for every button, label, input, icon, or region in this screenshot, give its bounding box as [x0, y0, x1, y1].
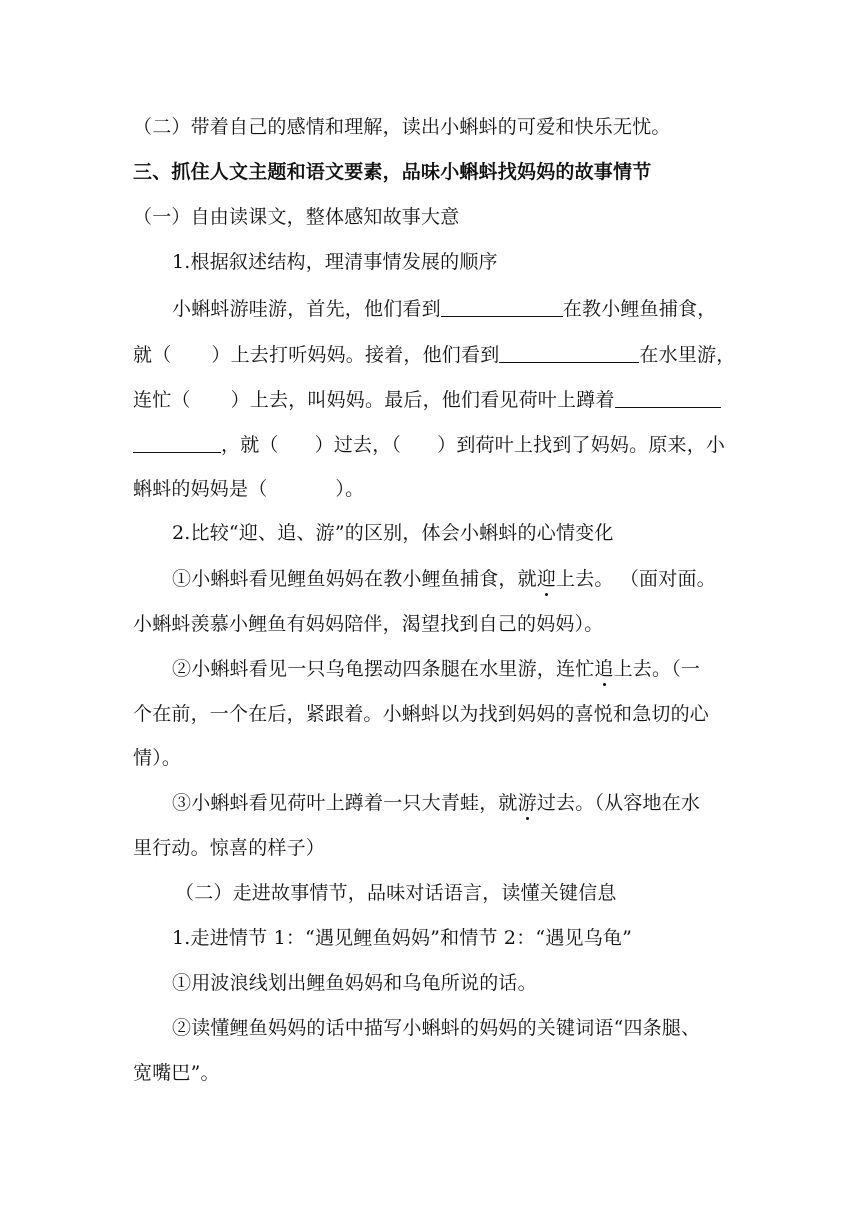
paragraph-line: 个在前，一个在后，紧跟着。小蝌蚪以为找到妈妈的喜悦和急切的心: [133, 703, 710, 725]
text-segment: 在水里游，: [639, 344, 736, 366]
text-segment: 就（: [133, 344, 172, 366]
answer-blank[interactable]: [499, 342, 639, 363]
text-segment: 上去。（一: [613, 658, 701, 680]
answer-blank[interactable]: [133, 432, 221, 453]
text-segment: 小蝌蚪游哇游，首先，他们看到: [172, 298, 441, 320]
emphasized-word: 追: [594, 658, 614, 680]
subsection-heading: （二）带着自己的感情和理解，读出小蝌蚪的可爱和快乐无忧。: [133, 116, 671, 138]
text-segment: ）上去打听妈妈。接着，他们看到: [211, 344, 500, 366]
text-segment: ）上去，叫妈妈。最后，他们看见荷叶上蹲着: [230, 389, 615, 411]
text-segment: ）到荷叶上找到了妈妈。原来，小: [437, 434, 726, 456]
fill-in-line: [133, 342, 736, 367]
emphasized-word: 游: [517, 792, 537, 814]
paragraph-line: [172, 791, 733, 815]
answer-blank[interactable]: [615, 387, 721, 408]
text-segment: ）过去，（: [314, 434, 402, 456]
paragraph-line: 小蝌蚪羡慕小鲤鱼有妈妈陪伴，渴望找到自己的妈妈）。: [133, 613, 604, 635]
emphasized-word: 迎: [536, 568, 557, 590]
fill-in-line: [133, 432, 733, 457]
fill-in-line: [133, 477, 733, 501]
text-segment: ②小蝌蚪看见一只乌龟摆动四条腿在水里游，连忙: [172, 658, 595, 680]
item-heading: 2.比较“迎、追、游”的区别，体会小蝌蚪的心情变化: [172, 522, 614, 544]
paragraph-line: ②读懂鲤鱼妈妈的话中描写小蝌蚪的妈妈的关键词语“四条腿、: [172, 1017, 701, 1039]
fill-in-line: [133, 387, 733, 412]
text-segment: 蝌蚪的妈妈是（: [133, 478, 268, 500]
item-heading: 1.根据叙述结构，理清事情发展的顺序: [172, 251, 498, 273]
text-segment: ）。: [335, 478, 365, 500]
section-heading: 三、抓住人文主题和语文要素，品味小蝌蚪找妈妈的故事情节: [133, 161, 652, 183]
text-segment: 上去。 （面对面。: [556, 568, 716, 590]
text-segment: ，就（: [221, 434, 279, 456]
paragraph-line: 宽嘴巴”。: [133, 1062, 220, 1084]
text-segment: 连忙（: [133, 389, 191, 411]
paragraph-line: 情）。: [133, 747, 182, 769]
answer-blank[interactable]: [441, 296, 563, 317]
item-heading: 1.走进情节 1：“遇见鲤鱼妈妈”和情节 2：“遇见乌龟”: [172, 927, 633, 949]
text-segment: 在教小鲤鱼捕食，: [562, 298, 717, 320]
paragraph-line: 里行动。惊喜的样子）: [133, 837, 326, 859]
fill-in-line: [172, 296, 733, 321]
text-segment: ③小蝌蚪看见荷叶上蹲着一只大青蛙，就: [172, 792, 518, 814]
subsection-heading: （二）走进故事情节，品味对话语言，读懂关键信息: [175, 882, 617, 904]
subsection-heading: （一）自由读课文，整体感知故事大意: [133, 206, 460, 228]
paragraph-line: [172, 567, 733, 591]
text-segment: ①小蝌蚪看见鲤鱼妈妈在教小鲤鱼捕食，就: [172, 568, 537, 590]
paragraph-line: ①用波浪线划出鲤鱼妈妈和乌龟所说的话。: [172, 972, 537, 994]
text-segment: 过去。（从容地在水: [536, 792, 701, 814]
paragraph-line: [172, 657, 733, 681]
